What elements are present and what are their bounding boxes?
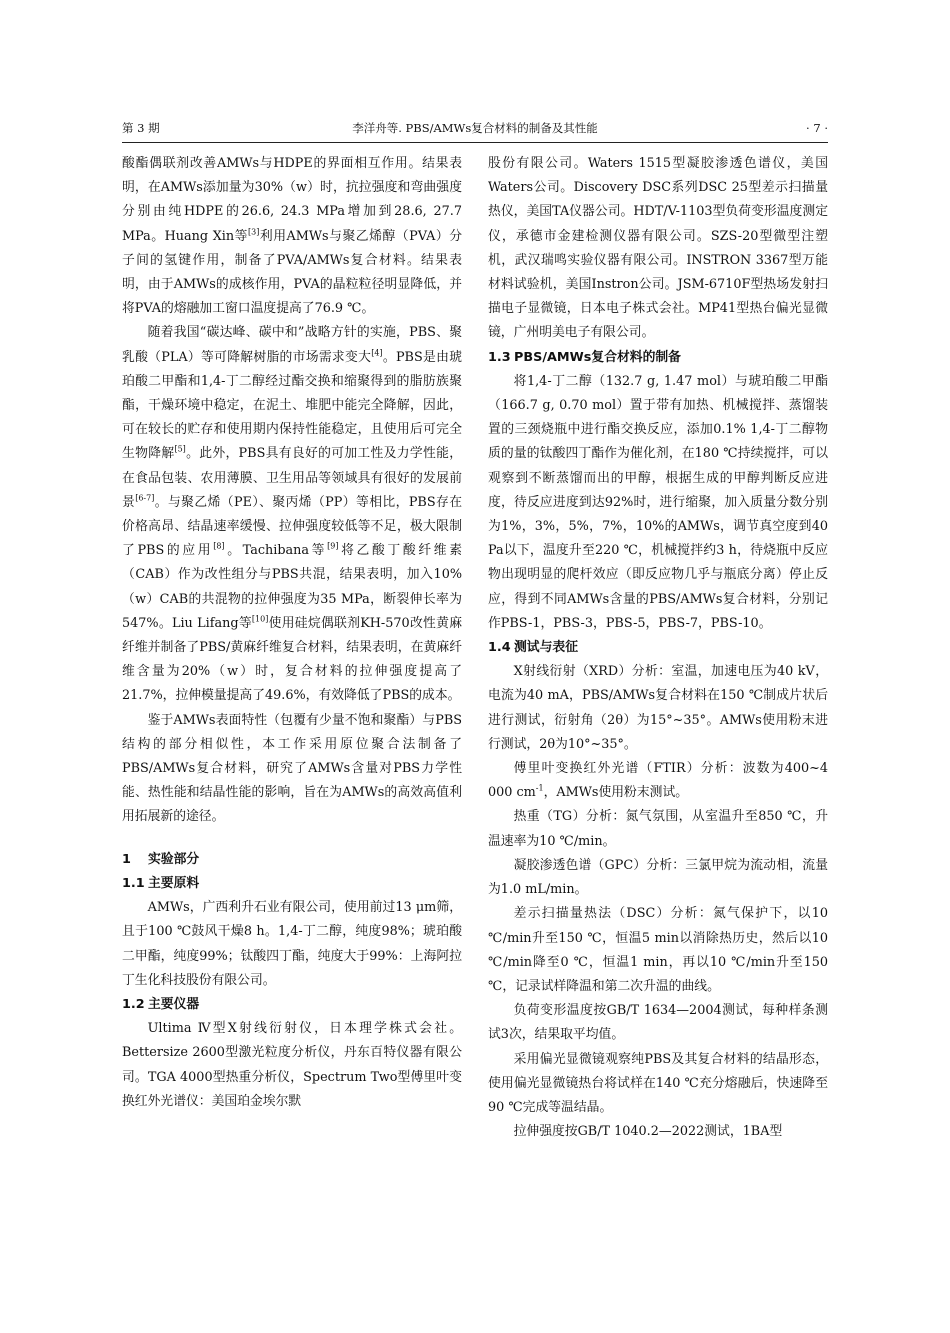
paragraph: 凝胶渗透色谱（GPC）分析：三氯甲烷为流动相，流量为1.0 mL/min。: [488, 857, 828, 898]
paragraph: AMWs，广西利升石业有限公司，使用前过13 μm筛，且于100 ℃鼓风干燥8 h。1,4-丁二醇，纯度98%；琥珀酸二甲酯，纯度99%；钛酸四丁酯，纯度大于99%：上海阿拉丁生化科技股份有限公司。: [122, 900, 462, 988]
citation: [6-7]: [135, 493, 155, 503]
subsection-heading: 1.3 PBS/AMWs复合材料的制备: [488, 349, 681, 365]
superscript: -1: [535, 784, 544, 794]
left-column: [122, 152, 462, 1114]
paragraph: 鉴于AMWs表面特性（包覆有少量不饱和聚酯）与PBS结构的部分相似性，本工作采用原位聚合法制备了PBS/AMWs复合材料，研究了AMWs含量对PBS力学性能、热性能和结晶性能的影响，旨在为AMWs的高效高值利用拓展新的途径。: [122, 712, 462, 825]
header-rule: [122, 142, 828, 143]
section-heading: 1 实验部分: [122, 851, 200, 867]
right-column: [488, 152, 828, 1144]
paragraph: 负荷变形温度按GB/T 1634—2004测试，每种样条测试3次，结果取平均值。: [488, 1003, 828, 1043]
paragraph: 傅里叶变换红外光谱（FTIR）分析：波数为400~4 000 $cm^{-1}$，AMWs使用粉末测试。: [488, 761, 828, 801]
subsection-heading: 1.1 主要原料: [122, 875, 200, 891]
paragraph: 随着我国“碳达峰、碳中和”战略方针的实施，PBS、聚乳酸（PLA）等可降解树脂的市场需求变大[4]。PBS是由琥珀酸二甲酯和1,4-丁二醇经过酯交换和缩聚得到的脂肪族聚酯，干燥环境中稳定，在泥土、堆肥中能完全降解，因此，可在较长的贮存和使用期内保持性能稳定，且使用后可完全生物降解[5]。此外，PBS具有良好的可加工性及力学性能，在食品包装、农用薄膜、卫生用品等领域具有很好的发展前景[6-7]。与聚乙烯（PE）、聚丙烯（PP）等相比，PBS存在价格高昂、结晶速率缓慢、拉伸强度较低等不足，极大限制了PBS的应用[8]。Tachibana等[9]将乙酸丁酸纤维素（CAB）作为改性组分与PBS共混，结果表明，加入10%（w）CAB的共混物的拉伸强度为35 MPa，断裂伸长率为547%。Liu Lifang等[10]使用硅烷偶联剂KH-570改性黄麻纤维并制备了PBS/黄麻纤维复合材料，结果表明，在黄麻纤维含量为20%（w）时，复合材料的拉伸强度提高了21.7%，拉伸模量提高了49.6%，有效降低了PBS的成本。: [122, 325, 463, 704]
page-number: · 7 ·: [806, 121, 828, 135]
citation: [3]: [248, 227, 260, 237]
header-title: 李洋舟等. PBS/AMWs复合材料的制备及其性能: [352, 121, 598, 135]
issue-label: 第 3 期: [122, 121, 160, 135]
paragraph: 将1,4-丁二醇（132.7 g, 1.47 mol）与琥珀酸二甲酯（166.7 g, 0.70 mol）置于带有加热、机械搅拌、蒸馏装置的三颈烧瓶中进行酯交换反应，添加0.1% 1,4-丁二醇物质的量的钛酸四丁酯作为催化剂，在180 ℃持续搅拌，可以观察到不断蒸馏而出的甲醇，根据生成的甲醇判断反应进度，待反应进度到达92%时，进行缩聚，加入质量分数分别为1%，3%，5%，7%，10%的AMWs，调节真空度到40 Pa以下，温度升至220 ℃，机械搅拌约3 h，待烧瓶中反应物出现明显的爬杆效应（即反应物几乎与瓶底分离）停止反应，得到不同AMWs含量的PBS/AMWs复合材料，分别记作PBS-1，PBS-3，PBS-5，PBS-7，PBS-10。: [488, 373, 828, 631]
subsection-heading: 1.2 主要仪器: [122, 996, 200, 1012]
paragraph: 酸酯偶联剂改善AMWs与HDPE的界面相互作用。结果表明，在AMWs添加量为30%（w）时，抗拉强度和弯曲强度分别由纯HDPE的26.6, 24.3 MPa增加到28.6, 27.7 MPa。Huang Xin等[3]利用AMWs与聚乙烯醇（PVA）分子间的氢键作用，制备了PVA/AMWs复合材料。结果表明，由于AMWs的成核作用，PVA的晶粒粒径明显降低，并将PVA的熔融加工窗口温度提高了76.9 ℃。: [122, 156, 462, 317]
citation: [9]: [327, 541, 339, 551]
paragraph: 拉伸强度按GB/T 1040.2—2022测试，1BA型: [513, 1124, 783, 1140]
subsection-heading: 1.4 测试与表征: [488, 640, 578, 656]
running-header: [122, 118, 828, 138]
paragraph: 采用偏光显微镜观察纯PBS及其复合材料的结晶形态，使用偏光显微镜热台将试样在140 ℃充分熔融后，快速降至90 ℃完成等温结晶。: [488, 1051, 828, 1115]
paragraph: 股份有限公司。Waters 1515型凝胶渗透色谱仪，美国Waters公司。Discovery DSC系列DSC 25型差示扫描量热仪，美国TA仪器公司。HDT/V-1103型负荷变形温度测定仪，承德市金建检测仪器有限公司。SZS-20型微型注塑机，武汉瑞鸣实验仪器有限公司。INSTRON 3367型万能材料试验机，美国Instron公司。JSM-6710F型热场发射扫描电子显微镜，日本电子株式会社。MP41型热台偏光显微镜，广州明美电子有限公司。: [488, 156, 828, 341]
paragraph: 热重（TG）分析：氮气氛围，从室温升至850 ℃，升温速率为10 ℃/min。: [488, 809, 828, 849]
citation: [4]: [371, 348, 383, 358]
paragraph: Ultima Ⅳ型X射线衍射仪，日本理学株式会社。Bettersize 2600型激光粒度分析仪，丹东百特仪器有限公司。TGA 4000型热重分析仪，Spectrum Two型傅里叶变换红外光谱仪：美国珀金埃尔默: [122, 1021, 462, 1109]
paragraph: 差示扫描量热法（DSC）分析：氮气保护下，以10 ℃/min升至150 ℃，恒温5 min以消除热历史，然后以10 ℃/min降至0 ℃，恒温1 min，再以10 ℃/min升至150 ℃，记录试样降温和第二次升温的曲线。: [488, 906, 828, 994]
citation: [10]: [251, 614, 269, 624]
paragraph: X射线衍射（XRD）分析：室温，加速电压为40 kV，电流为40 mA，PBS/AMWs复合材料在150 ℃制成片状后进行测试，衍射角（2θ）为15°~35°。AMWs使用粉末进行测试，2θ为10°~35°。: [488, 664, 828, 752]
citation: [5]: [174, 445, 186, 455]
citation: [8]: [213, 541, 225, 551]
